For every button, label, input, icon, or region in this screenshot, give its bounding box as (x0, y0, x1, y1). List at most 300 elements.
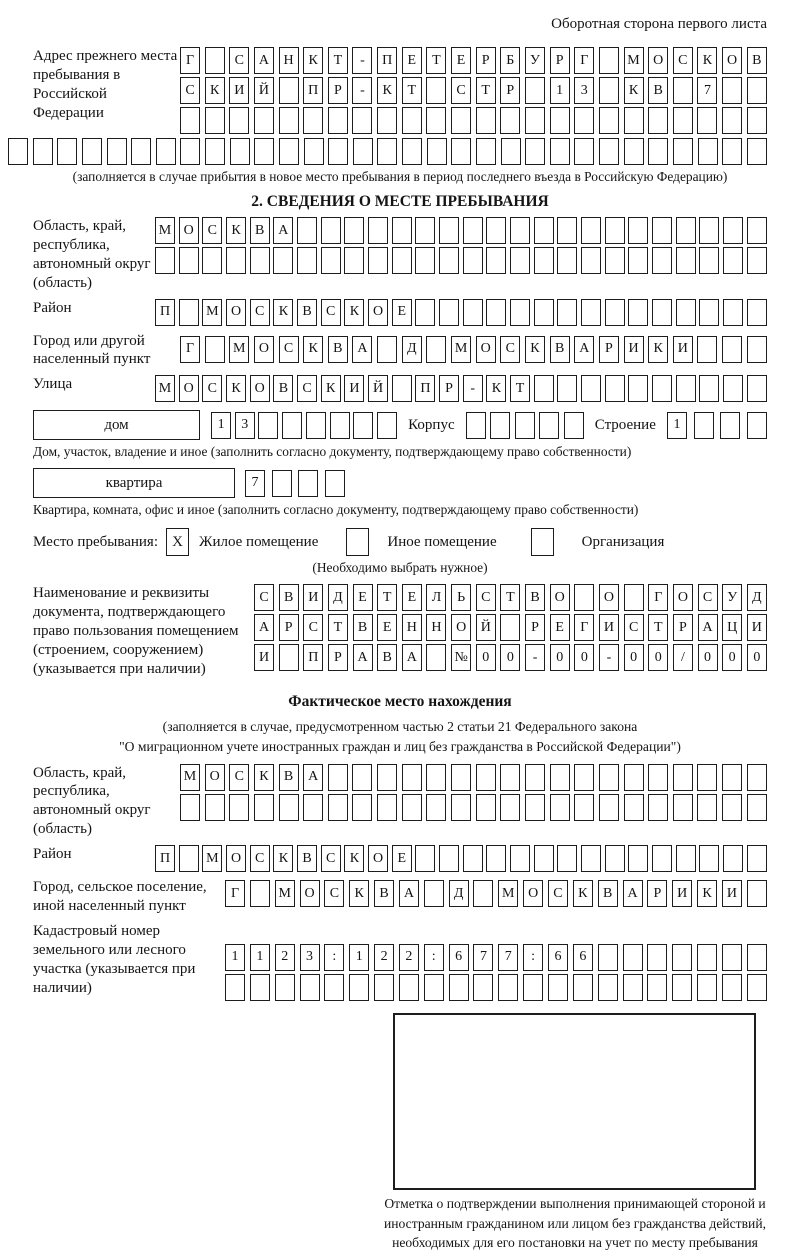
char-cell (500, 614, 520, 641)
char-cell: 1 (211, 412, 231, 439)
char-cell: 0 (624, 644, 644, 671)
actual-location-title: Фактическое место нахождения (288, 692, 512, 710)
char-cell (722, 974, 742, 1001)
char-cell: В (273, 375, 293, 402)
char-cell (747, 974, 767, 1001)
stroenie-cells (667, 412, 767, 439)
char-cell (628, 299, 648, 326)
char-cell (473, 880, 493, 907)
char-cell: К (573, 880, 593, 907)
char-cell: - (352, 47, 372, 74)
char-cell (500, 794, 520, 821)
char-cell: Н (279, 47, 299, 74)
char-cell (439, 845, 459, 872)
char-cell: К (226, 217, 246, 244)
char-cell: А (273, 217, 293, 244)
char-cell: С (321, 845, 341, 872)
char-cell (599, 77, 619, 104)
char-cell: К (303, 336, 323, 363)
char-cell (623, 974, 643, 1001)
district-label: Район (33, 299, 72, 316)
char-cell: С (297, 375, 317, 402)
char-cell (699, 217, 719, 244)
char-cell: Г (648, 584, 668, 611)
cadastral-row-2 (225, 974, 767, 1001)
char-cell: Е (353, 584, 373, 611)
char-cell (179, 247, 199, 274)
char-cell (439, 299, 459, 326)
char-cell (574, 584, 594, 611)
char-cell (550, 138, 570, 165)
char-cell (747, 794, 767, 821)
house-number-cells (211, 412, 397, 439)
char-cell: И (672, 880, 692, 907)
char-cell: Т (510, 375, 530, 402)
char-cell (722, 944, 742, 971)
option-residential-label: Жилое помещение (199, 533, 319, 550)
char-cell: : (324, 944, 344, 971)
apartment-box-label: квартира (33, 468, 235, 498)
char-cell (258, 412, 278, 439)
char-cell (306, 412, 326, 439)
char-cell: В (297, 845, 317, 872)
char-cell: К (303, 47, 323, 74)
char-cell: С (202, 217, 222, 244)
char-cell: П (303, 644, 323, 671)
char-cell (523, 974, 543, 1001)
char-cell: М (202, 299, 222, 326)
char-cell: А (303, 764, 323, 791)
char-cell (202, 247, 222, 274)
section-2-title: 2. СВЕДЕНИЯ О МЕСТЕ ПРЕБЫВАНИЯ (251, 193, 549, 210)
char-cell (229, 794, 249, 821)
char-cell (534, 845, 554, 872)
document-row-2 (254, 614, 767, 641)
actual-city-block (33, 878, 767, 916)
char-cell (624, 794, 644, 821)
actual-city-row (225, 880, 767, 907)
char-cell (550, 107, 570, 134)
document-row-3 (254, 644, 767, 671)
option-organization-label: Организация (581, 533, 665, 550)
char-cell: И (722, 880, 742, 907)
char-cell: К (697, 880, 717, 907)
char-cell: В (279, 764, 299, 791)
char-cell (451, 138, 471, 165)
char-cell (628, 845, 648, 872)
char-cell: Д (402, 336, 422, 363)
place-of-stay-row (33, 528, 767, 556)
char-cell (699, 845, 719, 872)
place-of-stay-label: Место пребывания: (33, 533, 158, 550)
char-cell (599, 138, 619, 165)
char-cell (574, 794, 594, 821)
char-cell: И (673, 336, 693, 363)
previous-address-row-1 (180, 47, 767, 74)
char-cell (498, 974, 518, 1001)
char-cell (500, 764, 520, 791)
actual-region-row-1 (180, 764, 767, 791)
char-cell (377, 764, 397, 791)
char-cell: Р (525, 614, 545, 641)
char-cell (652, 247, 672, 274)
char-cell: С (500, 336, 520, 363)
char-cell (402, 794, 422, 821)
char-cell: 2 (399, 944, 419, 971)
char-cell (463, 845, 483, 872)
document-label: Наименование и реквизиты документа, подтверждающего право пользования помещением (строением, сооружением) (указывается при наличии) (33, 585, 239, 677)
char-cell: 3 (300, 944, 320, 971)
char-cell (723, 217, 743, 244)
previous-address-row-3 (180, 107, 767, 134)
actual-district-block (33, 845, 767, 872)
char-cell (486, 845, 506, 872)
char-cell (352, 107, 372, 134)
char-cell: В (598, 880, 618, 907)
char-cell (415, 217, 435, 244)
char-cell: П (415, 375, 435, 402)
char-cell: М (180, 764, 200, 791)
char-cell (747, 77, 767, 104)
char-cell (605, 299, 625, 326)
char-cell: К (273, 845, 293, 872)
char-cell: М (451, 336, 471, 363)
char-cell (463, 217, 483, 244)
char-cell (415, 247, 435, 274)
document-grids (254, 584, 767, 671)
char-cell: В (377, 644, 397, 671)
char-cell: 1 (225, 944, 245, 971)
char-cell: 2 (275, 944, 295, 971)
char-cell (534, 247, 554, 274)
stroenie-label: Строение (594, 416, 656, 433)
checkbox-organization (531, 528, 554, 556)
char-cell (599, 764, 619, 791)
actual-region-grids (180, 764, 767, 821)
actual-region-row-2 (180, 794, 767, 821)
char-cell: М (624, 47, 644, 74)
stamp-caption: Отметка о подтверждении выполнения принимающей стороной и иностранным гражданином или лицом без гражданства действий, необходимых для его постановки на учет по месту пребывания (384, 1195, 766, 1251)
korpus-cells (466, 412, 584, 439)
char-cell (352, 794, 372, 821)
char-cell (254, 107, 274, 134)
house-box-label: дом (33, 410, 200, 440)
char-cell: Т (426, 47, 446, 74)
char-cell (229, 107, 249, 134)
char-cell (377, 138, 397, 165)
char-cell: М (202, 845, 222, 872)
char-cell: 0 (550, 644, 570, 671)
char-cell: О (722, 47, 742, 74)
char-cell: Е (402, 47, 422, 74)
char-cell (699, 299, 719, 326)
char-cell (574, 107, 594, 134)
char-cell (624, 107, 644, 134)
char-cell: - (599, 644, 619, 671)
char-cell (510, 845, 530, 872)
previous-address-row-4 (8, 138, 767, 165)
char-cell (605, 247, 625, 274)
char-cell (352, 764, 372, 791)
char-cell: С (476, 584, 496, 611)
char-cell: Р (476, 47, 496, 74)
char-cell (723, 299, 743, 326)
char-cell (697, 764, 717, 791)
char-cell: К (486, 375, 506, 402)
char-cell (628, 247, 648, 274)
char-cell: Р (279, 614, 299, 641)
char-cell (304, 138, 324, 165)
char-cell: Т (328, 614, 348, 641)
char-cell (297, 217, 317, 244)
char-cell: О (673, 584, 693, 611)
char-cell (676, 299, 696, 326)
previous-address-row-2 (180, 77, 767, 104)
char-cell: К (525, 336, 545, 363)
document-row-1 (254, 584, 767, 611)
char-cell (557, 247, 577, 274)
apartment-number-cells (245, 470, 345, 497)
char-cell: 0 (574, 644, 594, 671)
char-cell (534, 375, 554, 402)
char-cell (574, 764, 594, 791)
char-cell: О (179, 375, 199, 402)
char-cell: Ц (722, 614, 742, 641)
char-cell: Г (180, 47, 200, 74)
char-cell: 3 (235, 412, 255, 439)
char-cell: К (273, 299, 293, 326)
char-cell: О (550, 584, 570, 611)
char-cell (628, 375, 648, 402)
char-cell: К (344, 845, 364, 872)
char-cell (131, 138, 151, 165)
char-cell (525, 794, 545, 821)
char-cell (672, 974, 692, 1001)
char-cell (328, 764, 348, 791)
char-cell (652, 375, 672, 402)
char-cell (722, 107, 742, 134)
char-cell (466, 412, 486, 439)
char-cell (624, 138, 644, 165)
apartment-block (33, 468, 767, 498)
char-cell (344, 217, 364, 244)
char-cell (747, 299, 767, 326)
street-block (33, 375, 767, 402)
char-cell: Й (254, 77, 274, 104)
char-cell: К (321, 375, 341, 402)
char-cell (279, 107, 299, 134)
char-cell: С (250, 845, 270, 872)
char-cell (156, 138, 176, 165)
document-block (33, 584, 767, 678)
char-cell (722, 138, 742, 165)
char-cell: А (402, 644, 422, 671)
city-label: Город или другой населенный пункт (33, 332, 151, 368)
char-cell: О (226, 299, 246, 326)
char-cell: В (353, 614, 373, 641)
char-cell (415, 845, 435, 872)
char-cell: Р (500, 77, 520, 104)
actual-region-label: Область, край, республика, автономный округ (область) (33, 764, 151, 838)
char-cell (427, 138, 447, 165)
char-cell: 0 (500, 644, 520, 671)
char-cell (673, 77, 693, 104)
char-cell: О (254, 336, 274, 363)
char-cell (723, 845, 743, 872)
char-cell: М (229, 336, 249, 363)
char-cell: Р (599, 336, 619, 363)
char-cell (697, 944, 717, 971)
char-cell: Р (673, 614, 693, 641)
char-cell (282, 412, 302, 439)
region-grids (155, 217, 767, 274)
char-cell: 6 (449, 944, 469, 971)
char-cell: А (399, 880, 419, 907)
char-cell: - (463, 375, 483, 402)
char-cell: - (352, 77, 372, 104)
char-cell (697, 107, 717, 134)
char-cell: С (698, 584, 718, 611)
char-cell (353, 138, 373, 165)
char-cell (723, 375, 743, 402)
char-cell: Е (402, 584, 422, 611)
char-cell: Г (574, 614, 594, 641)
char-cell (747, 138, 767, 165)
char-cell: Н (402, 614, 422, 641)
char-cell: Б (500, 47, 520, 74)
char-cell (226, 247, 246, 274)
street-row (155, 375, 767, 402)
char-cell (402, 107, 422, 134)
char-cell: Р (550, 47, 570, 74)
char-cell (473, 974, 493, 1001)
char-cell: В (279, 584, 299, 611)
char-cell (648, 107, 668, 134)
char-cell (598, 944, 618, 971)
char-cell (539, 412, 559, 439)
char-cell (598, 974, 618, 1001)
district-row (155, 299, 767, 326)
char-cell (648, 794, 668, 821)
char-cell (581, 375, 601, 402)
char-cell (720, 412, 740, 439)
char-cell (399, 974, 419, 1001)
char-cell: О (368, 299, 388, 326)
char-cell (723, 247, 743, 274)
char-cell: О (368, 845, 388, 872)
char-cell: Р (328, 644, 348, 671)
char-cell (486, 247, 506, 274)
char-cell (581, 845, 601, 872)
char-cell (225, 974, 245, 1001)
char-cell: С (624, 614, 644, 641)
char-cell (374, 974, 394, 1001)
char-cell: А (353, 644, 373, 671)
char-cell: Л (426, 584, 446, 611)
char-cell (534, 299, 554, 326)
option-other-premises-label: Иное помещение (387, 533, 497, 550)
cadastral-row-1 (225, 944, 767, 971)
char-cell: Г (225, 880, 245, 907)
char-cell: К (648, 336, 668, 363)
char-cell: С (321, 299, 341, 326)
actual-district-label: Район (33, 846, 72, 863)
char-cell (624, 584, 644, 611)
char-cell (33, 138, 53, 165)
char-cell (275, 974, 295, 1001)
char-cell (476, 138, 496, 165)
char-cell (722, 764, 742, 791)
char-cell: В (747, 47, 767, 74)
char-cell (672, 944, 692, 971)
char-cell (722, 77, 742, 104)
char-cell (510, 247, 530, 274)
char-cell (623, 944, 643, 971)
char-cell: И (229, 77, 249, 104)
stamp-area (393, 1013, 756, 1190)
char-cell (605, 375, 625, 402)
char-cell: - (525, 644, 545, 671)
char-cell: М (498, 880, 518, 907)
char-cell (250, 880, 270, 907)
char-cell (581, 299, 601, 326)
char-cell (180, 107, 200, 134)
char-cell (330, 412, 350, 439)
char-cell (550, 794, 570, 821)
char-cell: В (374, 880, 394, 907)
char-cell (599, 107, 619, 134)
char-cell: 3 (574, 77, 594, 104)
char-cell (415, 299, 435, 326)
char-cell (673, 107, 693, 134)
previous-address-label: Адрес прежнего места пребывания в Российской Федерации (33, 48, 178, 121)
char-cell: И (254, 644, 274, 671)
char-cell: 6 (573, 944, 593, 971)
char-cell: И (747, 614, 767, 641)
char-cell (424, 974, 444, 1001)
char-cell (550, 764, 570, 791)
char-cell (272, 470, 292, 497)
char-cell (377, 107, 397, 134)
char-cell: С (279, 336, 299, 363)
char-cell (392, 375, 412, 402)
char-cell: 7 (498, 944, 518, 971)
cadastral-label: Кадастровый номер земельного или лесного участка (указывается при наличии) (33, 922, 196, 996)
char-cell (510, 217, 530, 244)
choose-note: (Необходимо выбрать нужное) (312, 560, 488, 576)
char-cell: С (451, 77, 471, 104)
char-cell (230, 138, 250, 165)
char-cell (747, 336, 767, 363)
char-cell (697, 974, 717, 1001)
actual-region-block (33, 764, 767, 840)
char-cell: С (254, 584, 274, 611)
char-cell: П (155, 299, 175, 326)
char-cell (303, 107, 323, 134)
char-cell (321, 247, 341, 274)
char-cell (279, 794, 299, 821)
char-cell: Д (328, 584, 348, 611)
char-cell (699, 247, 719, 274)
previous-address-block (33, 47, 767, 134)
char-cell: № (451, 644, 471, 671)
char-cell (673, 138, 693, 165)
char-cell: А (623, 880, 643, 907)
char-cell (747, 375, 767, 402)
char-cell (501, 138, 521, 165)
char-cell: С (229, 764, 249, 791)
char-cell: К (226, 375, 246, 402)
